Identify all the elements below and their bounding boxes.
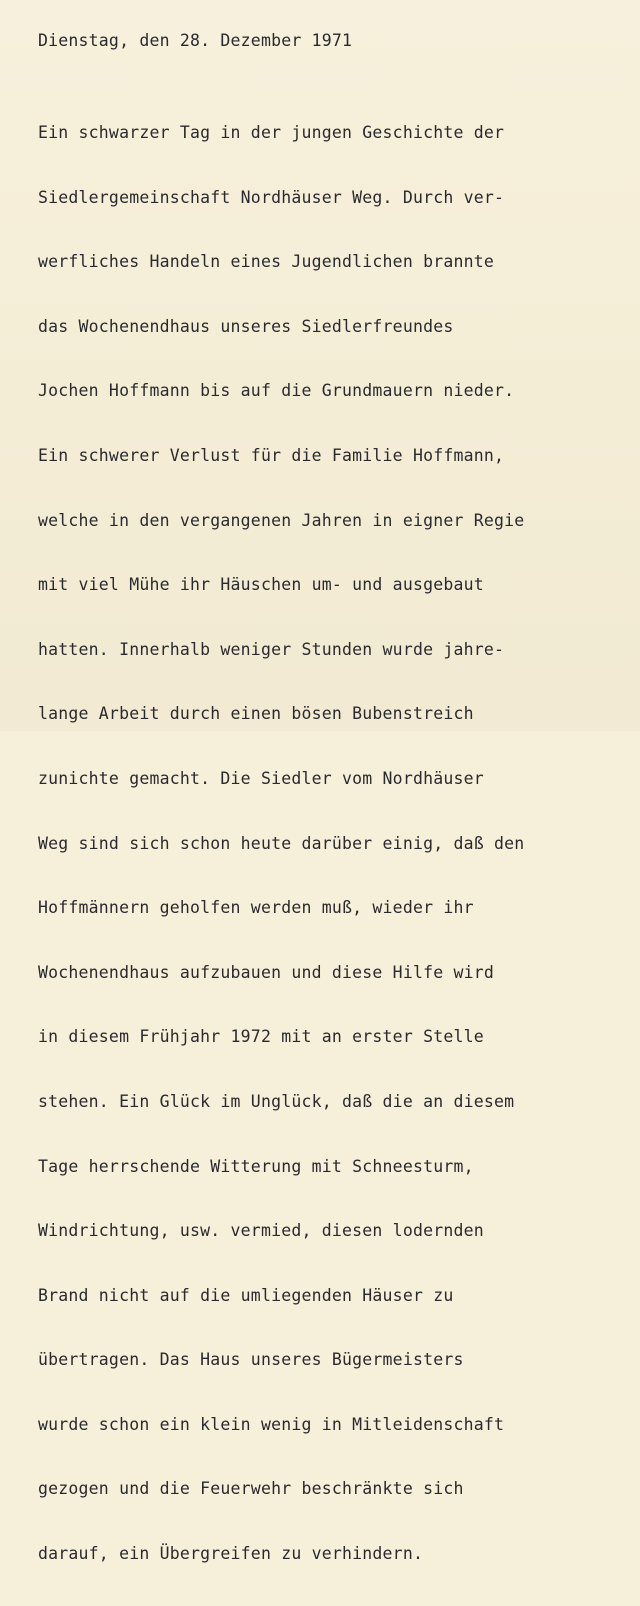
text-line: Siedlergemeinschaft Nordhäuser Weg. Durch ver-	[38, 187, 505, 207]
text-line: übertragen. Das Haus unseres Bügermeisters	[38, 1350, 464, 1370]
body-text	[38, 82, 524, 1606]
text-line: Hoffmännern geholfen werden muß, wieder ihr	[38, 898, 474, 918]
text-line: stehen. Ein Glück im Unglück, daß die an diesem	[38, 1091, 515, 1111]
text-line: das Wochenendhaus unseres Siedlerfreundes	[38, 316, 454, 336]
text-line: Wochenendhaus aufzubauen und diese Hilfe wird	[38, 962, 495, 982]
text-line: wurde schon ein klein wenig in Mitleidenschaft	[38, 1414, 505, 1434]
text-line: darauf, ein Übergreifen zu verhindern.	[38, 1544, 424, 1564]
date-line: Dienstag, den 28. Dezember 1971	[38, 31, 353, 50]
text-line: welche in den vergangenen Jahren in eigner Regie	[38, 510, 525, 530]
text-line: in diesem Frühjahr 1972 mit an erster Stelle	[38, 1027, 484, 1047]
text-line: Brand nicht auf die umliegenden Häuser zu	[38, 1285, 454, 1305]
text-line: Weg sind sich schon heute darüber einig, daß den	[38, 833, 525, 853]
text-line: Tage herrschende Witterung mit Schneesturm,	[38, 1156, 474, 1176]
text-line: lange Arbeit durch einen bösen Bubenstreich	[38, 704, 474, 724]
text-line: Windrichtung, usw. vermied, diesen lodernden	[38, 1221, 484, 1241]
text-line: mit viel Mühe ihr Häuschen um- und ausgebaut	[38, 575, 484, 595]
text-line: Ein schwarzer Tag in der jungen Geschichte der	[38, 123, 505, 142]
text-line: hatten. Innerhalb weniger Stunden wurde jahre-	[38, 639, 505, 659]
text-line: werfliches Handeln eines Jugendlichen brannte	[38, 252, 495, 272]
text-line: Ein schwerer Verlust für die Familie Hoffmann,	[38, 445, 505, 465]
text-line: Jochen Hoffmann bis auf die Grundmauern nieder.	[38, 381, 515, 401]
text-line: gezogen und die Feuerwehr beschränkte sich	[38, 1479, 464, 1499]
text-line: zunichte gemacht. Die Siedler vom Nordhäuser	[38, 768, 484, 788]
